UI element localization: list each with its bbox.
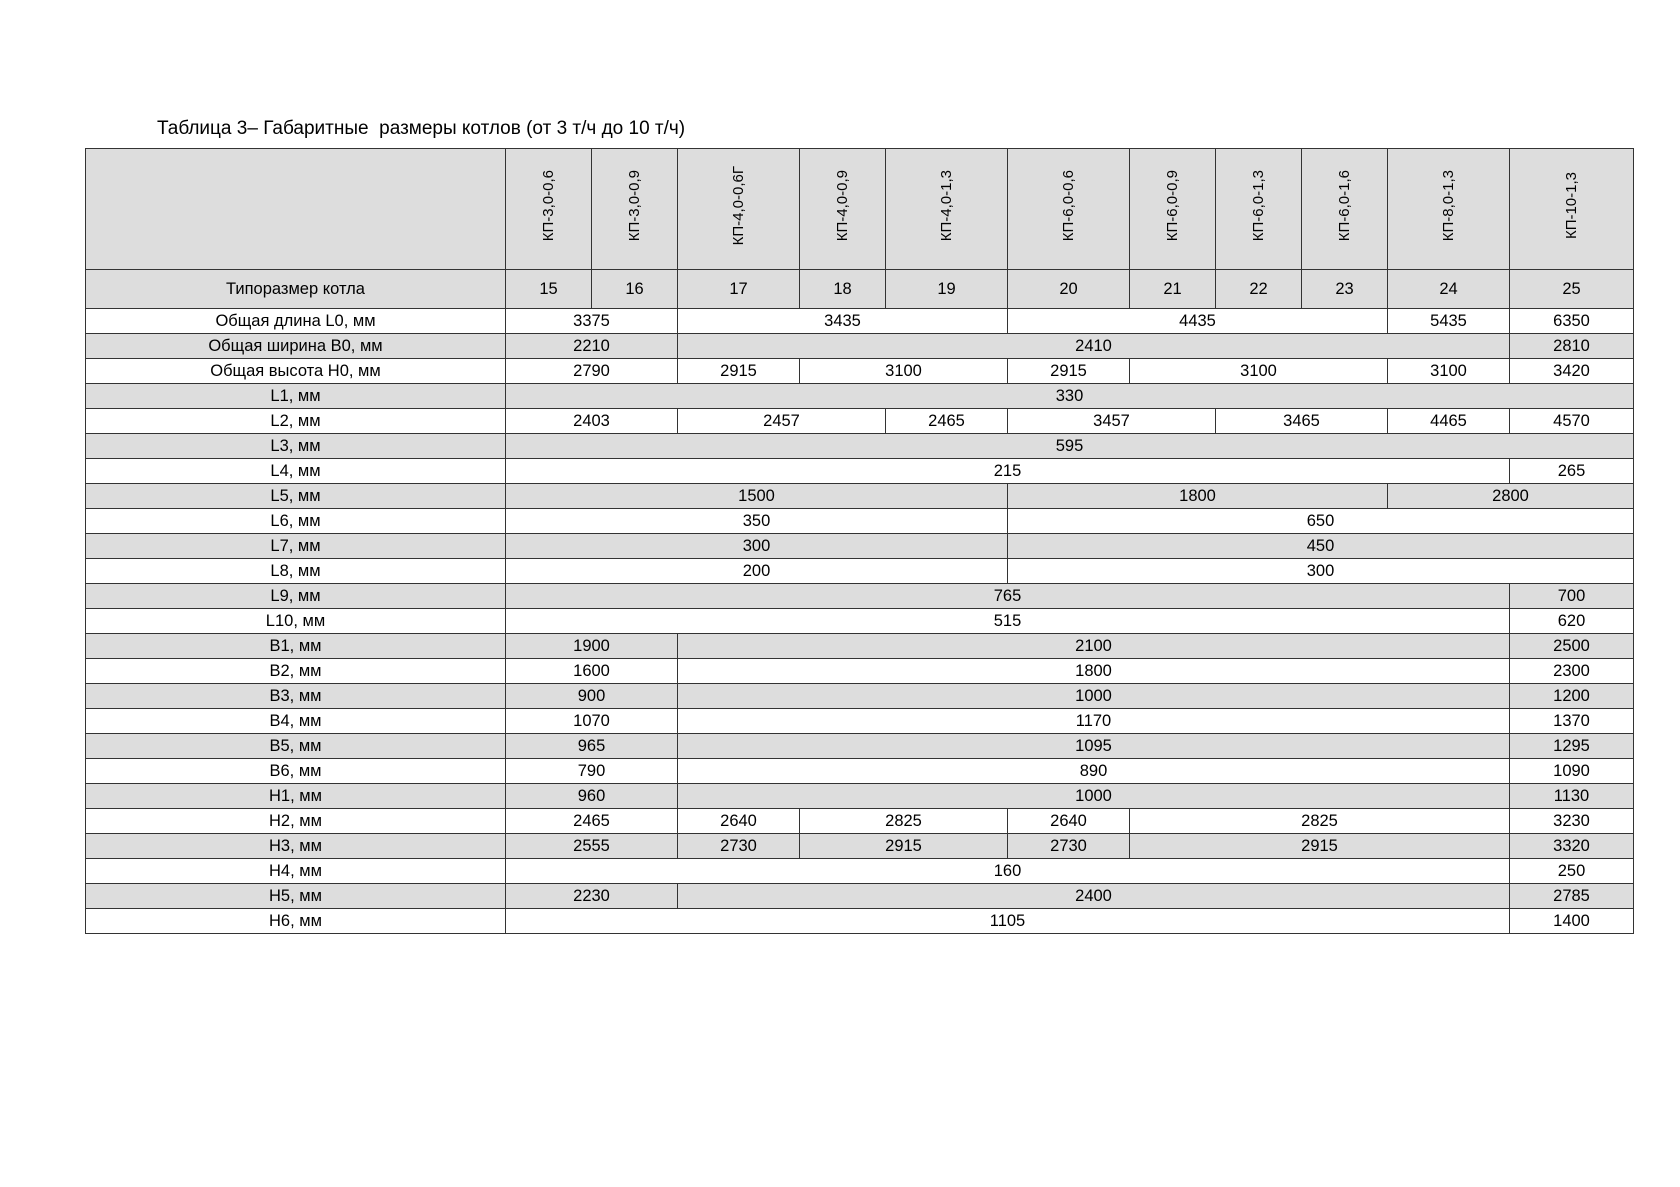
type-index: 21 <box>1130 270 1216 309</box>
value-cell: 765 <box>506 584 1510 609</box>
table-row <box>86 384 1634 409</box>
value-cell: 3435 <box>678 309 1008 334</box>
value-cell: 1000 <box>678 784 1510 809</box>
type-index: 17 <box>678 270 800 309</box>
model-name: КП-4,0-0,9 <box>833 169 851 242</box>
row-label: Н4, мм <box>86 859 506 884</box>
model-name: КП-6,0-1,6 <box>1335 169 1353 242</box>
table-row <box>86 884 1634 909</box>
value-cell: 1000 <box>678 684 1510 709</box>
value-cell: 2555 <box>506 834 678 859</box>
model-header <box>800 149 886 270</box>
value-cell: 2800 <box>1388 484 1634 509</box>
row-label: В6, мм <box>86 759 506 784</box>
value-cell: 1500 <box>506 484 1008 509</box>
value-cell: 2100 <box>678 634 1510 659</box>
value-cell: 2400 <box>678 884 1510 909</box>
model-name: КП-4,0-0,6Г <box>729 165 747 246</box>
model-name: КП-10-1,3 <box>1562 171 1580 240</box>
model-header <box>1008 149 1130 270</box>
value-cell: 790 <box>506 759 678 784</box>
value-cell: 1170 <box>678 709 1510 734</box>
model-header <box>1216 149 1302 270</box>
model-name: КП-6,0-0,6 <box>1059 169 1077 242</box>
value-cell: 2410 <box>678 334 1510 359</box>
value-cell: 1200 <box>1510 684 1634 709</box>
model-header <box>1130 149 1216 270</box>
value-cell: 2457 <box>678 409 886 434</box>
table-row <box>86 509 1634 534</box>
value-cell: 515 <box>506 609 1510 634</box>
model-header <box>506 149 592 270</box>
row-label: Общая ширина В0, мм <box>86 334 506 359</box>
value-cell: 450 <box>1008 534 1634 559</box>
value-cell: 200 <box>506 559 1008 584</box>
value-cell: 2790 <box>506 359 678 384</box>
value-cell: 2640 <box>678 809 800 834</box>
value-cell: 620 <box>1510 609 1634 634</box>
value-cell: 3420 <box>1510 359 1634 384</box>
model-header <box>886 149 1008 270</box>
value-cell: 1295 <box>1510 734 1634 759</box>
table-row <box>86 484 1634 509</box>
row-label: L1, мм <box>86 384 506 409</box>
value-cell: 1130 <box>1510 784 1634 809</box>
header-corner <box>86 149 506 270</box>
value-cell: 330 <box>506 384 1634 409</box>
type-index: 23 <box>1302 270 1388 309</box>
type-index: 22 <box>1216 270 1302 309</box>
row-label: В1, мм <box>86 634 506 659</box>
value-cell: 2785 <box>1510 884 1634 909</box>
model-header <box>1510 149 1634 270</box>
value-cell: 1600 <box>506 659 678 684</box>
model-header <box>1302 149 1388 270</box>
value-cell: 2915 <box>800 834 1008 859</box>
value-cell: 2210 <box>506 334 678 359</box>
value-cell: 3230 <box>1510 809 1634 834</box>
value-cell: 2825 <box>800 809 1008 834</box>
header-row <box>86 149 1634 270</box>
value-cell: 4465 <box>1388 409 1510 434</box>
row-label: L3, мм <box>86 434 506 459</box>
row-label: В5, мм <box>86 734 506 759</box>
value-cell: 1105 <box>506 909 1510 934</box>
table-row <box>86 359 1634 384</box>
table-row <box>86 734 1634 759</box>
value-cell: 300 <box>506 534 1008 559</box>
table-row <box>86 334 1634 359</box>
value-cell: 2230 <box>506 884 678 909</box>
value-cell: 595 <box>506 434 1634 459</box>
table-row <box>86 909 1634 934</box>
value-cell: 2730 <box>1008 834 1130 859</box>
row-label: Н3, мм <box>86 834 506 859</box>
value-cell: 4570 <box>1510 409 1634 434</box>
row-label: Общая высота Н0, мм <box>86 359 506 384</box>
value-cell: 2915 <box>1008 359 1130 384</box>
model-header <box>678 149 800 270</box>
value-cell: 3465 <box>1216 409 1388 434</box>
value-cell: 1900 <box>506 634 678 659</box>
value-cell: 1800 <box>678 659 1510 684</box>
row-label: Н2, мм <box>86 809 506 834</box>
value-cell: 160 <box>506 859 1510 884</box>
table-row <box>86 634 1634 659</box>
value-cell: 2640 <box>1008 809 1130 834</box>
table-row <box>86 609 1634 634</box>
value-cell: 650 <box>1008 509 1634 534</box>
type-index: 19 <box>886 270 1008 309</box>
type-index: 25 <box>1510 270 1634 309</box>
value-cell: 4435 <box>1008 309 1388 334</box>
table-row <box>86 859 1634 884</box>
value-cell: 890 <box>678 759 1510 784</box>
dimensions-table <box>85 148 1634 934</box>
row-label: В4, мм <box>86 709 506 734</box>
row-label: Общая длина L0, мм <box>86 309 506 334</box>
model-header <box>1388 149 1510 270</box>
value-cell: 2730 <box>678 834 800 859</box>
table-caption: Таблица 3– Габаритные размеры котлов (от 3 т/ч до 10 т/ч) <box>157 118 686 139</box>
value-cell: 250 <box>1510 859 1634 884</box>
model-name: КП-3,0-0,9 <box>625 169 643 242</box>
value-cell: 2500 <box>1510 634 1634 659</box>
value-cell: 3375 <box>506 309 678 334</box>
row-label: L4, мм <box>86 459 506 484</box>
value-cell: 3457 <box>1008 409 1216 434</box>
row-label: L10, мм <box>86 609 506 634</box>
row-label: L6, мм <box>86 509 506 534</box>
model-name: КП-3,0-0,6 <box>539 169 557 242</box>
table-row <box>86 659 1634 684</box>
value-cell: 1095 <box>678 734 1510 759</box>
model-name: КП-4,0-1,3 <box>937 169 955 242</box>
type-index: 16 <box>592 270 678 309</box>
row-label: Н1, мм <box>86 784 506 809</box>
value-cell: 350 <box>506 509 1008 534</box>
value-cell: 300 <box>1008 559 1634 584</box>
table-row <box>86 834 1634 859</box>
table-row <box>86 434 1634 459</box>
value-cell: 900 <box>506 684 678 709</box>
value-cell: 265 <box>1510 459 1634 484</box>
row-label: В3, мм <box>86 684 506 709</box>
model-name: КП-8,0-1,3 <box>1439 169 1457 242</box>
type-index: 15 <box>506 270 592 309</box>
model-name: КП-6,0-0,9 <box>1163 169 1181 242</box>
row-label: В2, мм <box>86 659 506 684</box>
value-cell: 5435 <box>1388 309 1510 334</box>
table-row <box>86 309 1634 334</box>
table-row <box>86 784 1634 809</box>
value-cell: 1090 <box>1510 759 1634 784</box>
value-cell: 965 <box>506 734 678 759</box>
value-cell: 1800 <box>1008 484 1388 509</box>
value-cell: 2915 <box>678 359 800 384</box>
table-row <box>86 409 1634 434</box>
value-cell: 1400 <box>1510 909 1634 934</box>
value-cell: 2825 <box>1130 809 1510 834</box>
value-cell: 2465 <box>506 809 678 834</box>
value-cell: 2403 <box>506 409 678 434</box>
table-row <box>86 459 1634 484</box>
row-label: L2, мм <box>86 409 506 434</box>
model-header <box>592 149 678 270</box>
row-label: L7, мм <box>86 534 506 559</box>
table-row <box>86 534 1634 559</box>
value-cell: 3100 <box>1388 359 1510 384</box>
value-cell: 215 <box>506 459 1510 484</box>
value-cell: 2465 <box>886 409 1008 434</box>
value-cell: 2300 <box>1510 659 1634 684</box>
type-index: 20 <box>1008 270 1130 309</box>
type-index: 24 <box>1388 270 1510 309</box>
row-label: L5, мм <box>86 484 506 509</box>
value-cell: 3320 <box>1510 834 1634 859</box>
value-cell: 700 <box>1510 584 1634 609</box>
value-cell: 2810 <box>1510 334 1634 359</box>
type-label: Типоразмер котла <box>86 270 506 309</box>
table-row <box>86 584 1634 609</box>
table-row <box>86 559 1634 584</box>
value-cell: 6350 <box>1510 309 1634 334</box>
table-row <box>86 709 1634 734</box>
type-index-row <box>86 270 1634 309</box>
table-row <box>86 759 1634 784</box>
value-cell: 2915 <box>1130 834 1510 859</box>
table-row <box>86 809 1634 834</box>
type-index: 18 <box>800 270 886 309</box>
value-cell: 3100 <box>1130 359 1388 384</box>
row-label: Н5, мм <box>86 884 506 909</box>
model-name: КП-6,0-1,3 <box>1249 169 1267 242</box>
value-cell: 1070 <box>506 709 678 734</box>
row-label: L8, мм <box>86 559 506 584</box>
value-cell: 1370 <box>1510 709 1634 734</box>
value-cell: 3100 <box>800 359 1008 384</box>
table-row <box>86 684 1634 709</box>
row-label: Н6, мм <box>86 909 506 934</box>
value-cell: 960 <box>506 784 678 809</box>
row-label: L9, мм <box>86 584 506 609</box>
